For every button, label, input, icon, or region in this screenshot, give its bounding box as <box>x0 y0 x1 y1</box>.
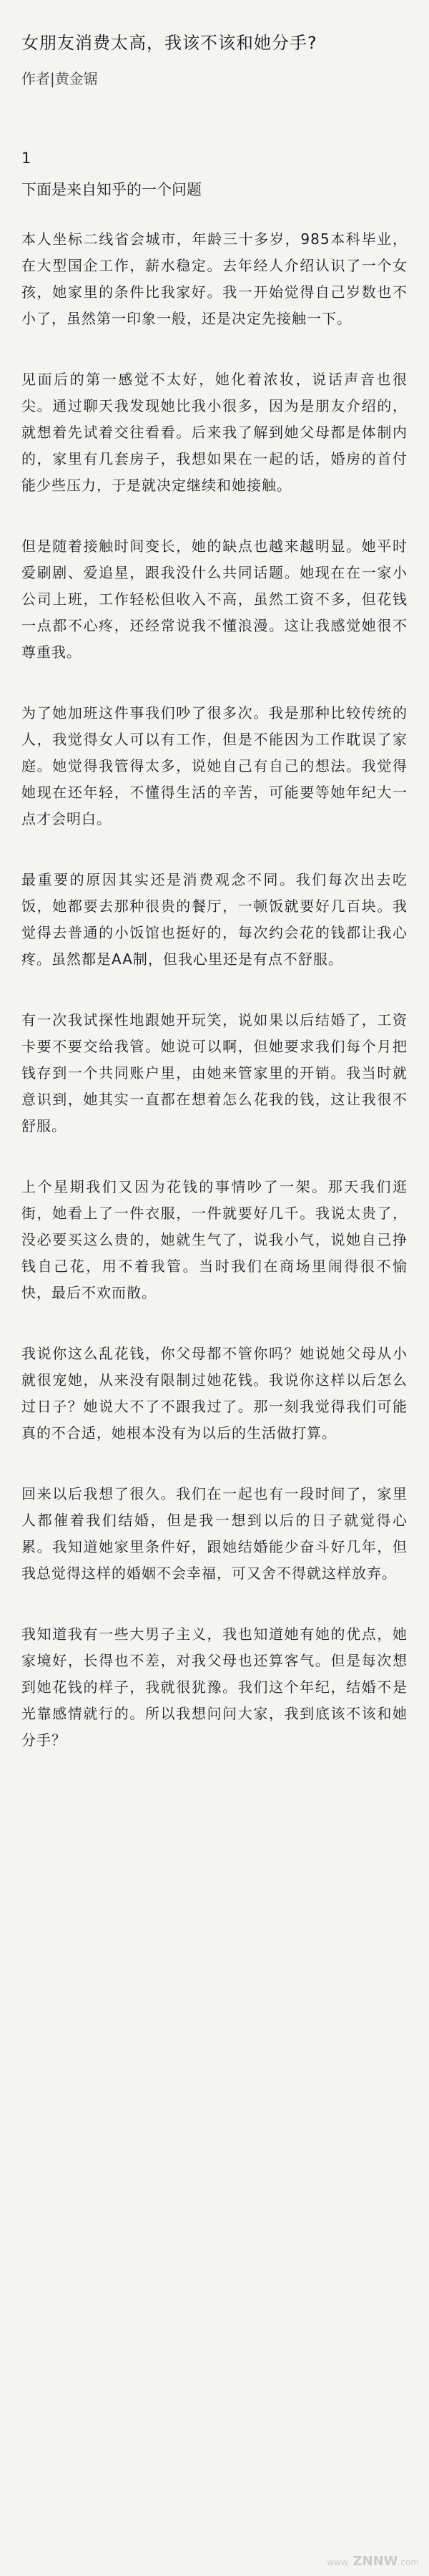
paragraph-text: 最重要的原因其实还是消费观念不同。我们每次出去吃饭，她都要去那种很贵的餐厅，一顿饭就要好几百块。我觉得去普通的小饭馆也挺好的，每次约会花的钱都让我心疼。虽然都是AA制，但我心里还是有点不舒服。 <box>21 871 408 968</box>
body-paragraph <box>21 700 408 832</box>
article-content <box>21 147 408 1754</box>
article-title: 女朋友消费太高，我该不该和她分手? <box>21 33 317 53</box>
watermark-suffix: .com <box>398 2557 419 2567</box>
paragraph-text: 但是随着接触时间变长，她的缺点也越来越明显。她平时爱刷剧、爱追星，跟我没什么共同话题。她现在在一家小公司上班，工作轻松但收入不高，虽然工资不多，但花钱一点都不心疼，还经常说我不懂浪漫。这让我感觉她很不尊重我。 <box>21 538 408 661</box>
body-paragraph <box>21 1007 408 1139</box>
body-paragraph <box>21 867 408 973</box>
paragraph-text: 为了她加班这件事我们吵了很多次。我是那种比较传统的人，我觉得女人可以有工作，但是不能因为工作耽误了家庭。她觉得我管得太多，说她自己有自己的想法。我觉得她现在还年轻，不懂得生活的辛苦，可能要等她年纪大一点才会明白。 <box>21 704 408 827</box>
watermark-prefix: www. <box>327 2557 350 2567</box>
paragraph-text: 上个星期我们又因为花钱的事情吵了一架。那天我们逛街，她看上了一件衣服，一件就要好几千。我说太贵了，没必要买这么贵的，她就生气了，说我小气，说她自己挣钱自己花，用不着我管。当时我们在商场里闹得很不愉快，最后不欢而散。 <box>21 1178 408 1301</box>
paragraph-text: 有一次我试探性地跟她开玩笑，说如果以后结婚了，工资卡要不要交给我管。她说可以啊，但她要求我们每个月把钱存到一个共同账户里，由她来管家里的开销。我当时就意识到，她其实一直都在想着怎么花我的钱，这让我很不舒服。 <box>21 1011 408 1134</box>
body-paragraph <box>21 1621 408 1754</box>
section-number: 1 <box>21 150 31 167</box>
site-watermark <box>327 2554 419 2569</box>
paragraph-text: 本人坐标二线省会城市，年龄三十多岁，985本科毕业，在大型国企工作，薪水稳定。去年经人介绍认识了一个女孩，她家里的条件比我家好。我一开始觉得自己岁数也不小了，虽然第一印象一般，还是决定先接触一下。 <box>21 230 408 327</box>
paragraph-text: 回来以后我想了很久。我们在一起也有一段时间了，家里人都催着我们结婚，但是我一想到以后的日子就觉得心累。我知道她家里条件好，跟她结婚能少奋斗好几年，但我总觉得这样的婚姻不会幸福，可又舍不得就这样放弃。 <box>21 1485 408 1582</box>
author-line: 作者|黄金锯 <box>21 70 98 87</box>
body-paragraph <box>21 1481 408 1587</box>
paragraph-text: 见面后的第一感觉不太好，她化着浓妆，说话声音也很尖。通过聊天我发现她比我小很多，因为是朋友介绍的，就想着先试着交往看看。后来我了解到她父母都是体制内的，家里有几套房子，我想如果在一起的话，婚房的首付能少些压力，于是就决定继续和她接触。 <box>21 371 408 494</box>
body-paragraph <box>21 226 408 332</box>
paragraph-text: 我知道我有一些大男子主义，我也知道她有她的优点，她家境好，长得也不差，对我父母也还算客气。但是每次想到她花钱的样子，我就很犹豫。我们这个年纪，结婚不是光靠感情就行的。所以我想问问大家，我到底该不该和她分手？ <box>21 1625 408 1749</box>
article-header <box>21 29 408 90</box>
body-paragraph <box>21 366 408 499</box>
body-paragraph <box>21 533 408 666</box>
watermark-brand: ZNNW <box>352 2554 398 2569</box>
body-paragraph <box>21 1341 408 1447</box>
body-paragraph <box>21 1174 408 1306</box>
paragraph-text: 我说你这么乱花钱，你父母都不管你吗？她说她父母从小就很宠她，从来没有限制过她花钱。我说你这样以后怎么过日子？她说大不了不跟我过了。那一刻我觉得我们可能真的不合适，她根本没有为以后的生活做打算。 <box>21 1345 408 1442</box>
section-intro: 下面是来自知乎的一个问题 <box>21 181 202 198</box>
